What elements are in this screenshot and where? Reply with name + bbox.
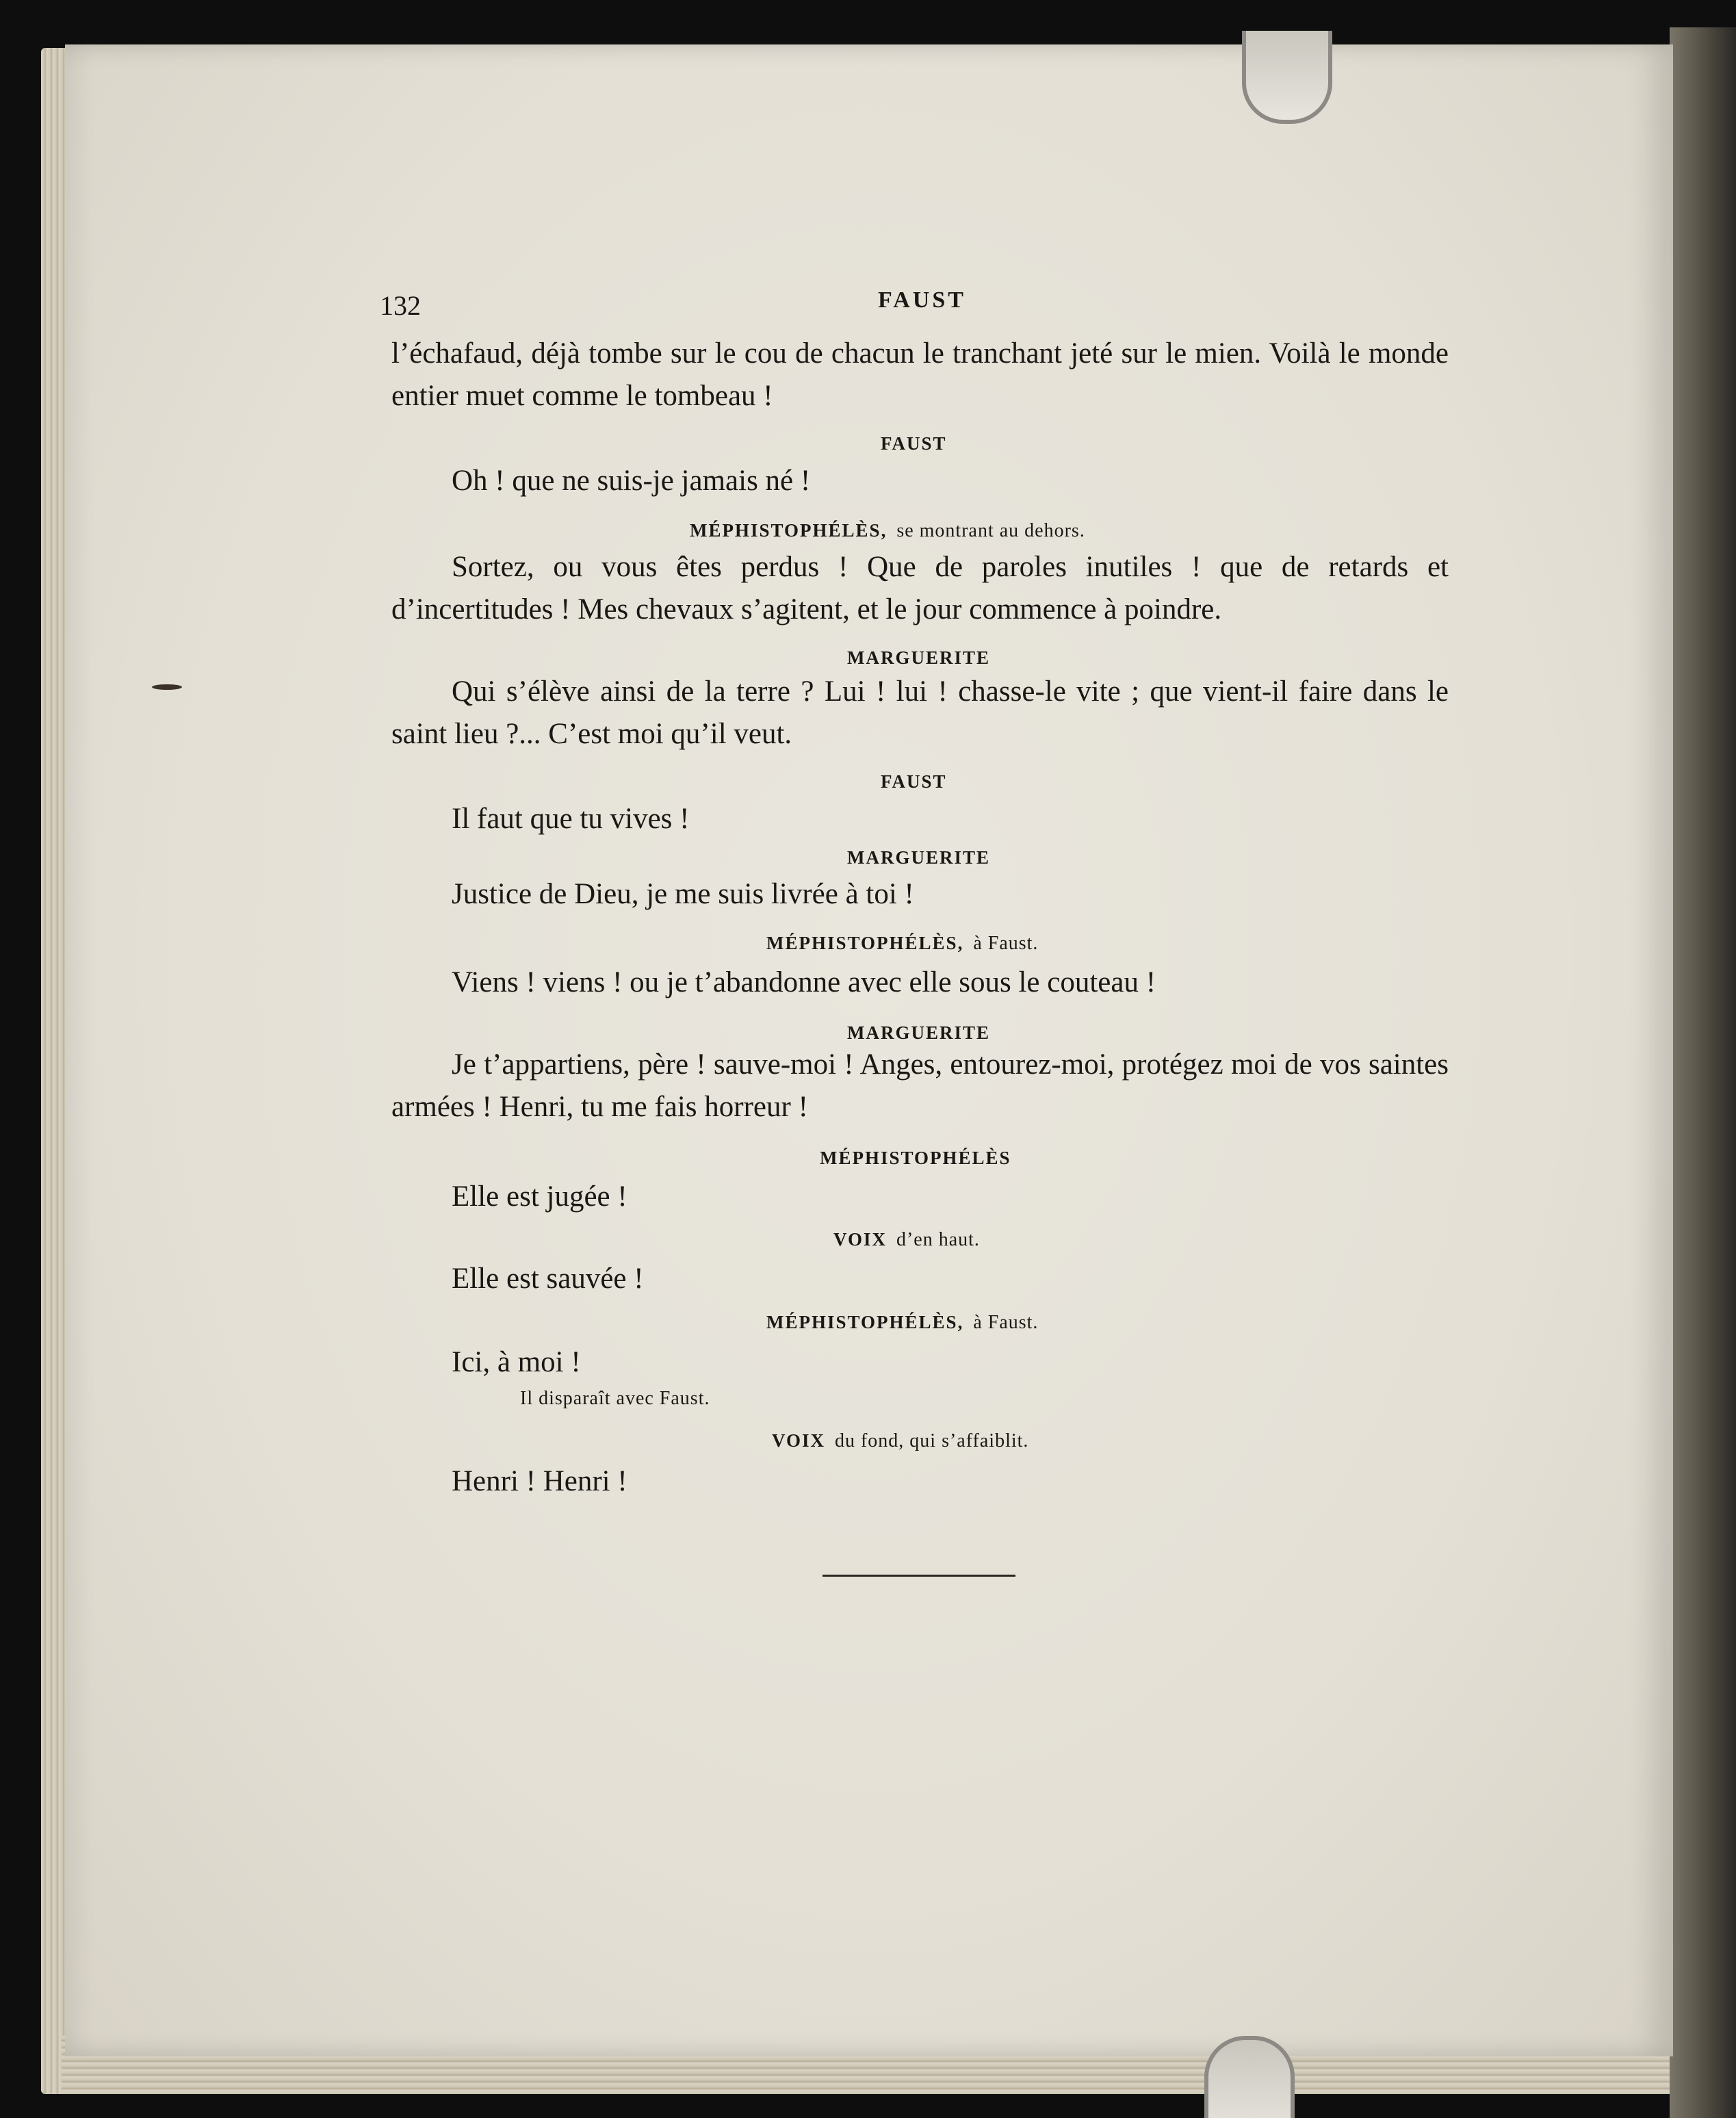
speaker-heading	[847, 1022, 990, 1044]
speaker-heading	[820, 1148, 1011, 1169]
speaker-name: MÉPHISTOPHÉLÈS,	[766, 1312, 964, 1332]
speaker-name: MÉPHISTOPHÉLÈS,	[766, 933, 964, 953]
speaker-name: VOIX	[833, 1229, 887, 1250]
speaker-heading	[766, 933, 1038, 955]
speech-text: Je t’appartiens, père ! sauve-moi ! Anges, entourez-moi, protégez moi de vos saintes armées ! Henri, tu me fais horreur !	[391, 1048, 1449, 1123]
speech-text: l’échafaud, déjà tombe sur le cou de chacun le tranchant jeté sur le mien. Voilà le monde entier muet comme le tombeau !	[391, 337, 1449, 412]
speech-text: Sortez, ou vous êtes perdus ! Que de paroles inutiles ! que de retards et d’incertitudes ! Mes chevaux s’agitent, et le jour commence à poindre.	[391, 551, 1449, 625]
speech-text: Qui s’élève ainsi de la terre ? Lui ! lui ! chasse-le vite ; que vient-il faire dans le saint lieu ?... C’est moi qu’il veut.	[391, 675, 1449, 750]
speaker-name: FAUST	[881, 433, 947, 454]
speaker-heading	[772, 1430, 1028, 1452]
speaker-heading	[766, 1312, 1038, 1334]
speaker-heading	[881, 433, 947, 454]
end-rule	[822, 1575, 1015, 1577]
speaker-direction: se montrant au dehors.	[896, 520, 1085, 541]
page-clip-bottom	[1204, 2036, 1295, 2118]
speaker-direction: d’en haut.	[896, 1229, 980, 1250]
page-clip-top	[1242, 31, 1332, 124]
speech-text: Oh ! que ne suis-je jamais né !	[452, 465, 811, 497]
speech-text: Il faut que tu vives !	[452, 803, 690, 835]
speech-text: Elle est sauvée !	[452, 1263, 644, 1295]
speaker-name: FAUST	[881, 771, 947, 792]
speaker-direction: du fond, qui s’affaiblit.	[834, 1430, 1029, 1451]
speaker-name: MARGUERITE	[847, 847, 991, 868]
speech-text: Ici, à moi !	[452, 1346, 581, 1378]
speaker-direction: à Faust.	[973, 1312, 1039, 1333]
running-head: FAUST	[878, 287, 966, 313]
speech-text: Henri ! Henri !	[452, 1465, 627, 1497]
speech-text: Viens ! viens ! ou je t’abandonne avec elle sous le couteau !	[452, 966, 1156, 998]
stage-direction: Il disparaît avec Faust.	[520, 1388, 710, 1409]
speaker-direction: à Faust.	[973, 933, 1039, 954]
book-board	[1670, 27, 1736, 2118]
speech-text: Elle est jugée !	[452, 1180, 627, 1213]
speaker-name: MARGUERITE	[847, 1022, 991, 1043]
speaker-name: VOIX	[772, 1430, 825, 1451]
speaker-heading	[881, 771, 947, 792]
speaker-heading	[847, 847, 990, 868]
speech-text: Justice de Dieu, je me suis livrée à toi !	[452, 878, 914, 910]
speaker-name: MÉPHISTOPHÉLÈS,	[690, 520, 888, 541]
ink-mark	[152, 684, 182, 690]
speaker-name: MARGUERITE	[847, 647, 991, 668]
page-number: 132	[380, 290, 421, 321]
speaker-name: MÉPHISTOPHÉLÈS	[820, 1148, 1011, 1168]
speaker-heading	[847, 647, 990, 669]
speaker-heading	[690, 520, 1085, 542]
speaker-heading	[833, 1229, 980, 1251]
